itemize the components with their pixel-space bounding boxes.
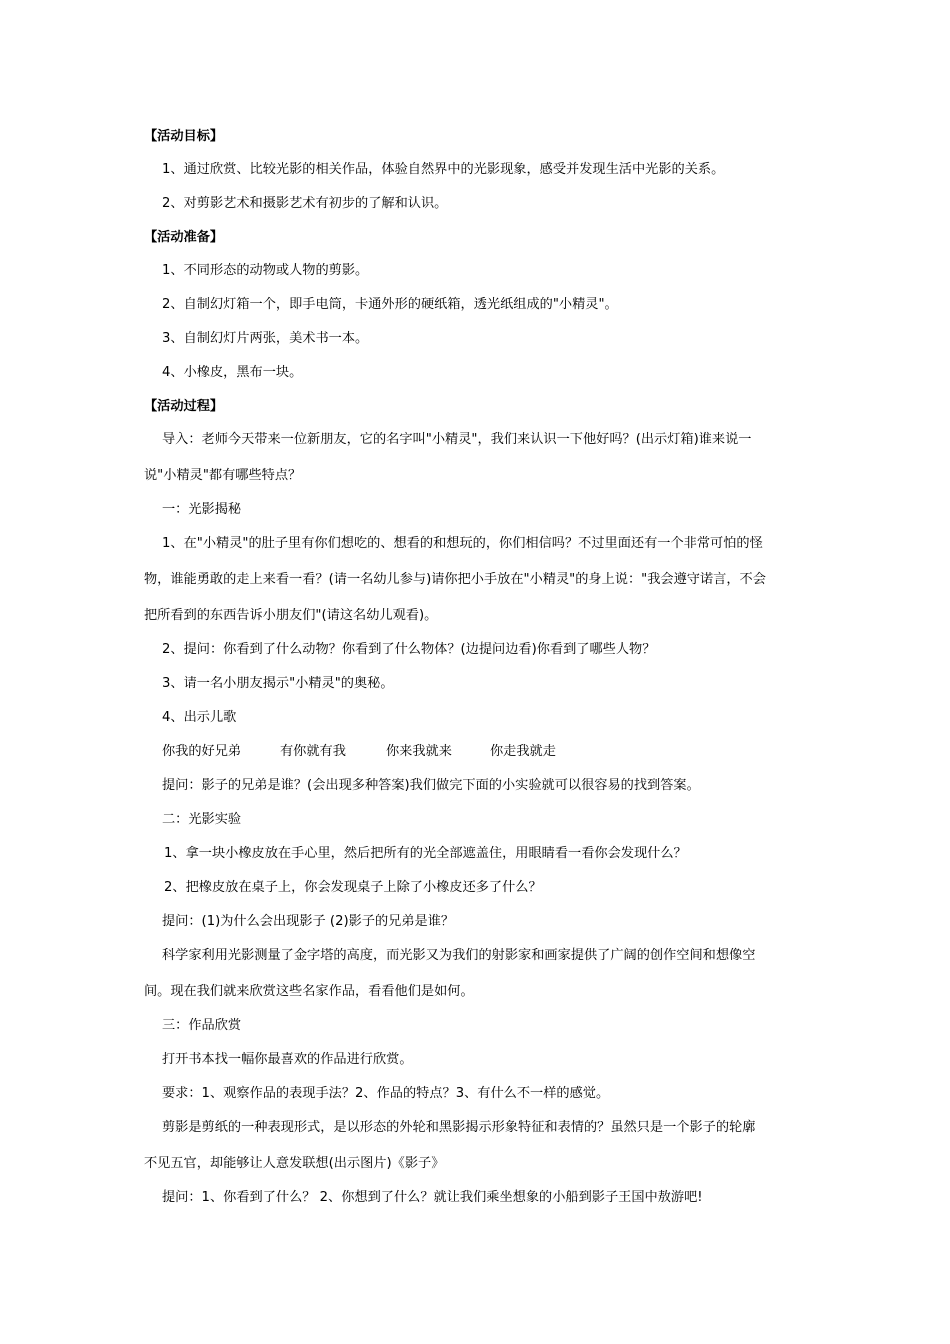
rhyme-phrase: 你我的好兄弟 [162, 744, 242, 759]
question-2: 提问：(1)为什么会出现影子 (2)影子的兄弟是谁？ [162, 914, 455, 929]
section-1-para-1-line-1: 1、在"小精灵"的肚子里有你们想吃的、想看的和想玩的，你们相信吗？不过里面还有一个非常可怕的怪 [162, 536, 763, 551]
prep-item-3: 3、自制幻灯片两张，美术书一本。 [162, 331, 369, 346]
section-1-para-3: 3、请一名小朋友揭示"小精灵"的奥秘。 [162, 676, 394, 691]
section-1-para-1-line-2: 物，谁能勇敢的走上来看一看？(请一名幼儿参与)请你把小手放在"小精灵"的身上说："我会遵守诺言，不会 [144, 572, 766, 587]
prep-item-1: 1、不同形态的动物或人物的剪影。 [162, 263, 369, 278]
section-3-title: 三：作品欣赏 [162, 1018, 242, 1033]
section-1-para-4: 4、出示儿歌 [162, 710, 237, 725]
section-3-para-2: 要求：1、观察作品的表现手法？2、作品的特点？3、有什么不一样的感觉。 [162, 1086, 610, 1101]
heading-activity-goals: 【活动目标】 [144, 129, 224, 144]
question-1: 提问：影子的兄弟是谁？(会出现多种答案)我们做完下面的小实验就可以很容易的找到答案。 [162, 778, 700, 793]
heading-activity-preparation: 【活动准备】 [144, 230, 224, 245]
goal-item-2: 2、对剪影艺术和摄影艺术有初步的了解和认识。 [162, 196, 448, 211]
silhouette-para-line-1: 剪影是剪纸的一种表现形式，是以形态的外轮和黑影揭示形象特征和表情的？虽然只是一个影子的轮廓 [162, 1120, 756, 1135]
prep-item-4: 4、小橡皮，黑布一块。 [162, 365, 303, 380]
prep-item-2: 2、自制幻灯箱一个，即手电筒，卡通外形的硬纸箱，透光纸组成的"小精灵"。 [162, 297, 618, 312]
rhyme-phrase: 有你就有我 [280, 744, 346, 759]
document-body [144, 124, 808, 1219]
goal-item-1: 1、通过欣赏、比较光影的相关作品，体验自然界中的光影现象，感受并发现生活中光影的关系。 [162, 162, 725, 177]
section-1-title: 一：光影揭秘 [162, 502, 242, 517]
section-3-para-1: 打开书本找一幅你最喜欢的作品进行欣赏。 [162, 1052, 413, 1067]
science-para-line-2: 间。现在我们就来欣赏这些名家作品，看看他们是如何。 [144, 984, 474, 999]
intro-line-1: 导入：老师今天带来一位新朋友，它的名字叫"小精灵"，我们来认识一下他好吗？(出示灯箱)谁来说一 [162, 432, 752, 447]
rhyme-phrase: 你走我就走 [490, 744, 556, 759]
section-1-para-1-line-3: 把所看到的东西告诉小朋友们"(请这名幼儿观看)。 [144, 608, 438, 623]
science-para-line-1: 科学家利用光影测量了金字塔的高度，而光影又为我们的射影家和画家提供了广阔的创作空间和想像空 [162, 948, 756, 963]
section-2-title: 二：光影实验 [162, 812, 242, 827]
section-1-para-2: 2、提问：你看到了什么动物？你看到了什么物体？(边提问边看)你看到了哪些人物？ [162, 642, 656, 657]
silhouette-para-line-2: 不见五官，却能够让人意发联想(出示图片)《影子》 [144, 1156, 445, 1171]
section-2-para-1: 1、拿一块小橡皮放在手心里，然后把所有的光全部遮盖住，用眼睛看一看你会发现什么？ [164, 846, 687, 861]
nursery-rhyme [144, 739, 808, 773]
question-3: 提问：1、你看到了什么？ 2、你想到了什么？就让我们乘坐想象的小船到影子王国中敖游吧! [162, 1190, 703, 1205]
heading-activity-process: 【活动过程】 [144, 399, 224, 414]
rhyme-phrase: 你来我就来 [386, 744, 452, 759]
intro-line-2: 说"小精灵"都有哪些特点？ [144, 468, 302, 483]
section-2-para-2: 2、把橡皮放在桌子上，你会发现桌子上除了小橡皮还多了什么？ [164, 880, 542, 895]
